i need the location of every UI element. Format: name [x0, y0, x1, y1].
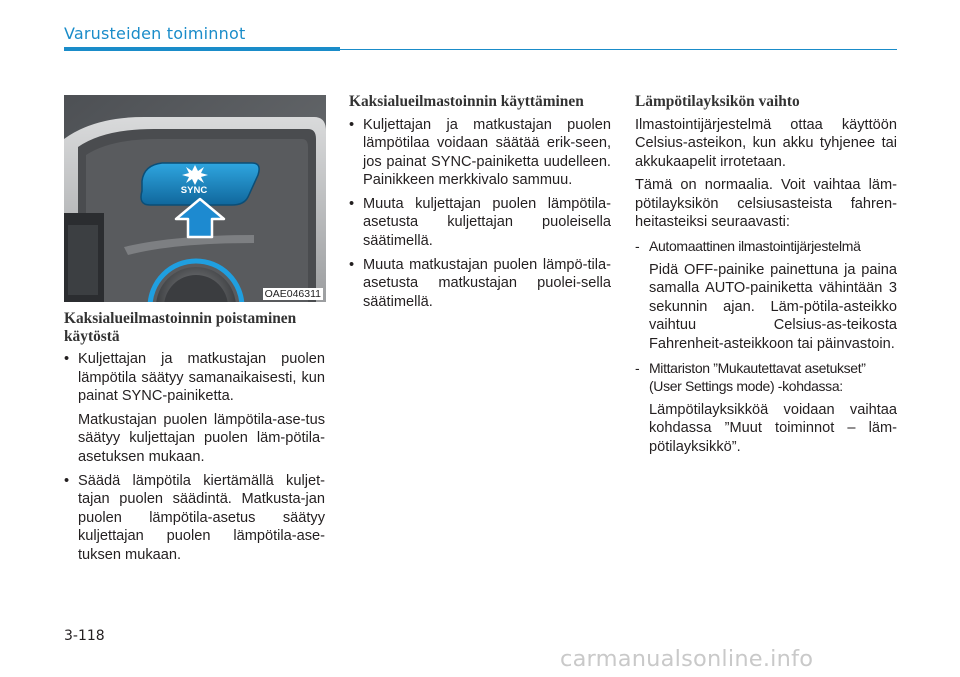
list-item: [64, 472, 325, 565]
paragraph: Lämpötilayksikköä voidaan vaihtaa kohdassa ”Muut toiminnot – läm-pötilayksikkö”.: [649, 401, 897, 455]
list-item: [64, 350, 325, 406]
section-heading: Lämpötilayksikön vaihto: [635, 93, 800, 110]
paragraph: Matkustajan puolen lämpötila-ase-tus säätyy kuljettajan puolen läm-pötila-asetuksen mukaan.: [78, 411, 325, 465]
list-item-text: Säädä lämpötila kiertämällä kuljet-tajan puolen säädintä. Matkusta-jan puolen lämpötila-asetus säätyy kuljettajan puolen lämpötila-ase-tuksen mukaan.: [78, 472, 325, 563]
list-item-text: Muuta kuljettajan puolen lämpötila-asetusta kuljettajan puoleisella säätimellä.: [363, 195, 611, 250]
list-item: [349, 195, 611, 251]
sync-button-figure: [64, 95, 326, 302]
list-item-text: Muuta matkustajan puolen lämpö-tila-asetusta matkustajan puolei-sella säätimellä.: [363, 256, 611, 310]
bullet-icon: •: [349, 256, 355, 273]
header-rule: [340, 49, 897, 50]
bullet-icon: •: [64, 472, 70, 489]
column-1: [64, 310, 325, 570]
list-item-text: Kuljettajan ja matkustajan puolen lämpötila säätyy samanaikaisesti, kun painat SYNC-painiketta.: [78, 351, 325, 405]
column-3: [635, 93, 897, 462]
list-item: [635, 237, 897, 256]
list-item-text: Automaattinen ilmastointijärjestelmä: [649, 238, 861, 255]
list-item: [635, 359, 897, 396]
watermark-text: carmanualsonline.info: [560, 646, 814, 672]
list-item: [349, 116, 611, 190]
climate-panel-illustration: [64, 95, 326, 302]
section-title: Varusteiden toiminnot: [64, 24, 246, 43]
paragraph: Tämä on normaalia. Voit vaihtaa läm-pötilayksikön celsiusasteista fahren-heitasteiksi seuraavasti:: [635, 177, 897, 231]
bullet-icon: •: [349, 116, 355, 133]
bullet-icon: •: [64, 351, 70, 367]
section-heading: Kaksialueilmastoinnin käyttäminen: [349, 93, 584, 110]
figure-label: OAE046311: [264, 288, 321, 300]
section-heading: Kaksialueilmastoinnin poistaminen käytöstä: [64, 310, 297, 345]
page-number: 3-118: [64, 628, 105, 644]
list-item-text: Mittariston ”Mukautettavat asetukset” (User Settings mode) -kohdassa:: [649, 359, 866, 395]
column-2: [349, 93, 611, 316]
dash-icon: -: [635, 359, 640, 376]
bullet-icon: •: [349, 195, 355, 212]
list-item: [349, 256, 611, 312]
paragraph: Ilmastointijärjestelmä ottaa käyttöön Celsius-asteikon, kun akku tyhjenee tai akkukaapelit irrotetaan.: [635, 116, 897, 170]
dash-icon: -: [635, 238, 640, 255]
paragraph: Pidä OFF-painike painettuna ja paina samalla AUTO-painiketta vähintään 3 sekunnin ajan. Läm-pötila-asteikko vaihtuu Celsius-as-teikosta Fahrenheit-asteikkoon tai päinvastoin.: [649, 261, 897, 353]
header-rule-accent: [64, 47, 340, 51]
list-item-text: Kuljettajan ja matkustajan puolen lämpötilaa voidaan säätää erik-seen, jos painat SYNC-painiketta uudelleen. Painikkeen merkkivalo sammuu.: [363, 116, 611, 189]
sync-button-label: SYNC: [180, 185, 208, 196]
